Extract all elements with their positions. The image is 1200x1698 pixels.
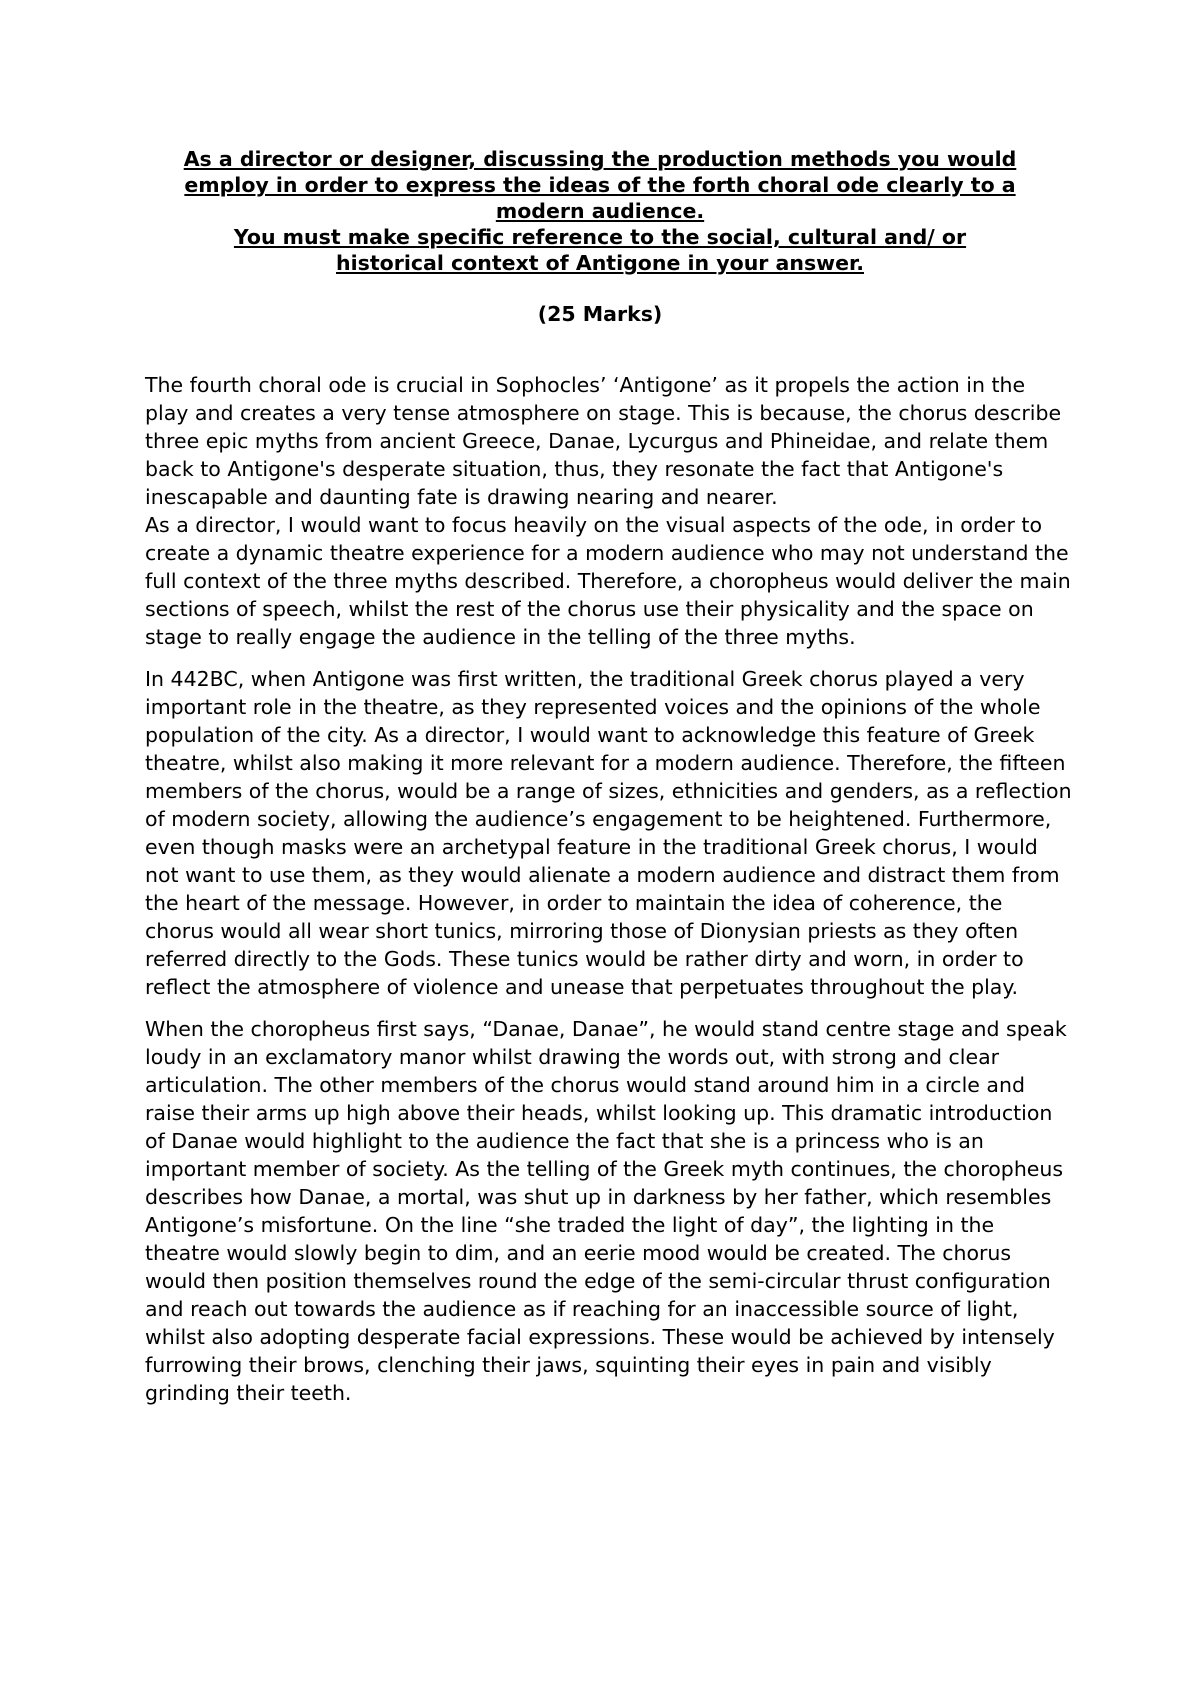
essay-paragraph-director: As a director, I would want to focus heavily on the visual aspects of the ode, in order to create a dynamic theatre experience for a modern audience who may not understand the full context of the three myths described. Therefore, a choropheus would deliver the main sections of speech, whilst the rest of the chorus use their physicality and the space on stage to really engage the audience in the telling of the three myths. (145, 513, 1071, 649)
question-title-line: modern audience. (495, 199, 705, 223)
question-title-line: As a director or designer, discussing the production methods you would (183, 147, 1017, 171)
essay-body (145, 371, 1075, 1407)
marks-label: (25 Marks) (537, 302, 663, 326)
essay-paragraph-intro: The fourth choral ode is crucial in Sophocles’ ‘Antigone’ as it propels the action in the play and creates a very tense atmosphere on stage. This is because, the chorus describe three epic myths from ancient Greece, Danae, Lycurgus and Phineidae, and relate them back to Antigone's desperate situation, thus, they resonate the fact that Antigone's inescapable and daunting fate is drawing nearing and nearer. (145, 373, 1062, 509)
question-title-line: historical context of Antigone in your answer. (336, 251, 864, 275)
question-title-line: employ in order to express the ideas of the forth choral ode clearly to a (184, 173, 1016, 197)
essay-paragraph-danae: When the choropheus first says, “Danae, Danae”, he would stand centre stage and speak loudy in an exclamatory manor whilst drawing the words out, with strong and clear articulation. The other members of the chorus would stand around him in a circle and raise their arms up high above their heads, whilst looking up. This dramatic introduction of Danae would highlight to the audience the fact that she is a princess who is an important member of society. As the telling of the Greek myth continues, the choropheus describes how Danae, a mortal, was shut up in darkness by her father, which resembles Antigone’s misfortune. On the line “she traded the light of day”, the lighting in the theatre would slowly begin to dim, and an eerie mood would be created. The chorus would then position themselves round the edge of the semi-circular thrust configuration and reach out towards the audience as if reaching for an inaccessible source of light, whilst also adopting desperate facial expressions. These would be achieved by intensely furrowing their brows, clenching their jaws, squinting their eyes in pain and visibly grinding their teeth. (145, 1017, 1067, 1405)
question-heading (140, 146, 1060, 276)
essay-paragraph-context: In 442BC, when Antigone was first written, the traditional Greek chorus played a very important role in the theatre, as they represented voices and the opinions of the whole population of the city. As a director, I would want to acknowledge this feature of Greek theatre, whilst also making it more relevant for a modern audience. Therefore, the fifteen members of the chorus, would be a range of sizes, ethnicities and genders, as a reflection of modern society, allowing the audience’s engagement to be heightened. Furthermore, even though masks were an archetypal feature in the traditional Greek chorus, I would not want to use them, as they would alienate a modern audience and distract them from the heart of the message. However, in order to maintain the idea of coherence, the chorus would all wear short tunics, mirroring those of Dionysian priests as they often referred directly to the Gods. These tunics would be rather dirty and worn, in order to reflect the atmosphere of violence and unease that perpetuates throughout the play. (145, 667, 1072, 999)
question-title-line: You must make specific reference to the social, cultural and/ or (233, 225, 967, 249)
